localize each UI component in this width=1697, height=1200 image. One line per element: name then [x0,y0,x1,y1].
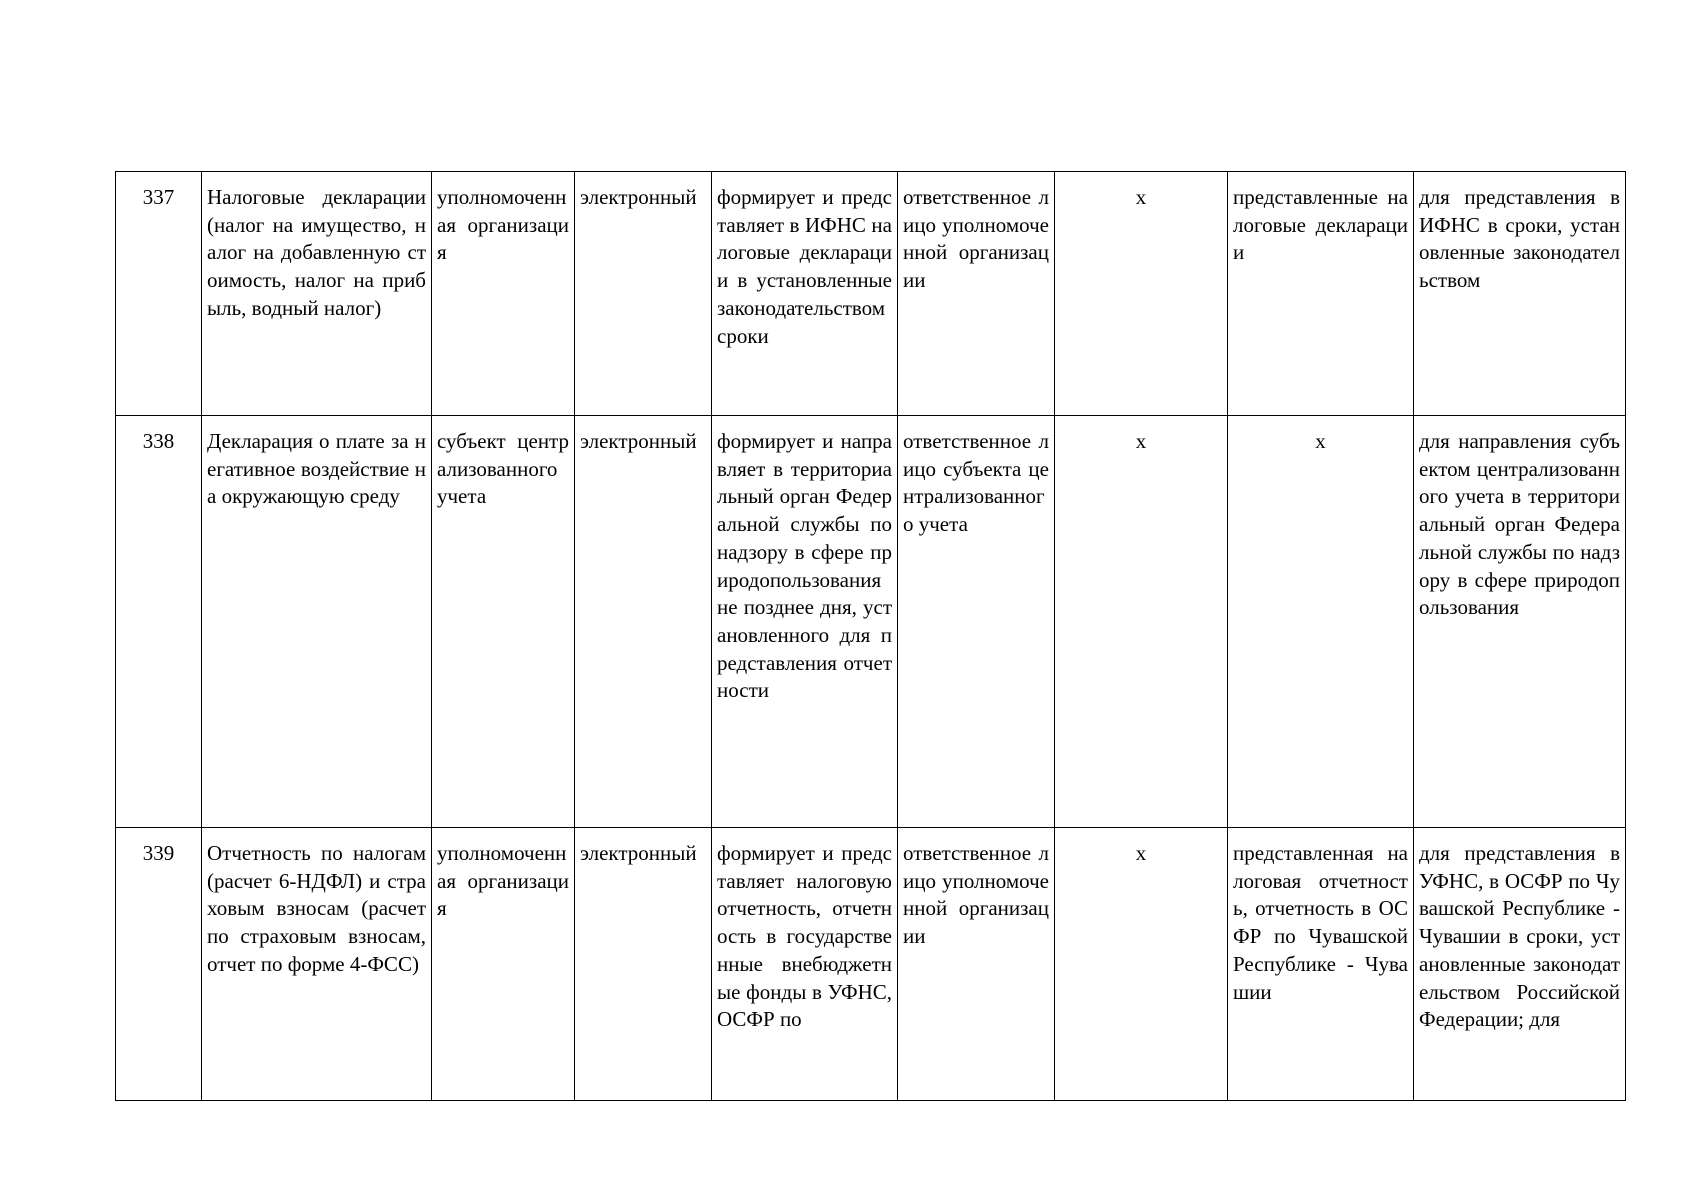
table-row [116,172,1626,416]
responsible-person: ответственное лицо уполномоченной организации [903,185,1049,293]
responsible-person: ответственное лицо субъекта централизованного учета [903,429,1049,537]
purpose-cell [1414,828,1626,1101]
responsible-person-cell [898,172,1055,416]
row-number: 337 [116,172,202,416]
result-cell: x [1228,416,1414,828]
responsible-org-cell [432,416,575,828]
row-number: 339 [116,828,202,1101]
column-7-cell: x [1055,828,1228,1101]
document-form: электронный [580,429,697,453]
purpose-cell [1414,416,1626,828]
action-description: формирует и представляет в ИФНС налоговые декларации в установленные законодательством сроки [717,185,892,348]
responsible-org: уполномоченная организация [437,185,569,265]
purpose-cell [1414,172,1626,416]
form-cell [575,828,712,1101]
responsible-person-cell [898,416,1055,828]
document-name-cell [202,416,432,828]
purpose-description: для направления субъектом централизованного учета в территориальный орган Федеральной службы по надзору в сфере природопользования [1419,429,1620,620]
responsible-person-cell [898,828,1055,1101]
document-name: Декларация о плате за негативное воздействие на окружающую среду [207,429,426,509]
action-description: формирует и представляет налоговую отчетность, отчетность в государственные внебюджетные фонды в УФНС, ОСФР по [717,841,892,1032]
document-name: Налоговые декларации (налог на имущество, налог на добавленную стоимость, налог на прибыль, водный налог) [207,185,426,320]
table-row [116,416,1626,828]
document-name: Отчетность по налогам (расчет 6-НДФЛ) и страховым взносам (расчет по страховым взносам, отчет по форме 4-ФСС) [207,841,426,976]
document-form: электронный [580,185,697,209]
table-row [116,828,1626,1101]
action-cell [712,416,898,828]
purpose-description: для представления в УФНС, в ОСФР по Чувашской Республике - Чувашии в сроки, установленные законодательством Российской Федерации; для [1419,841,1620,1032]
document-name-cell [202,828,432,1101]
result-cell [1228,172,1414,416]
reporting-table [115,171,1626,1101]
responsible-org: субъект централизованного учета [437,429,569,509]
result-cell [1228,828,1414,1101]
form-cell [575,172,712,416]
row-number: 338 [116,416,202,828]
purpose-description: для представления в ИФНС в сроки, установленные законодательством [1419,185,1620,293]
form-cell [575,416,712,828]
result-description: представленные налоговые декларации [1233,185,1408,265]
result-description: представленная налоговая отчетность, отчетность в ОСФР по Чувашской Республике - Чувашии [1233,841,1408,1004]
responsible-org-cell [432,828,575,1101]
column-7-cell: x [1055,172,1228,416]
document-form: электронный [580,841,697,865]
column-7-cell: x [1055,416,1228,828]
action-cell [712,172,898,416]
document-name-cell [202,172,432,416]
responsible-org: уполномоченная организация [437,841,569,921]
responsible-org-cell [432,172,575,416]
action-cell [712,828,898,1101]
responsible-person: ответственное лицо уполномоченной организации [903,841,1049,949]
action-description: формирует и направляет в территориальный орган Федеральной службы по надзору в сфере природопользования не позднее дня, установленного для представления отчетности [717,429,892,703]
